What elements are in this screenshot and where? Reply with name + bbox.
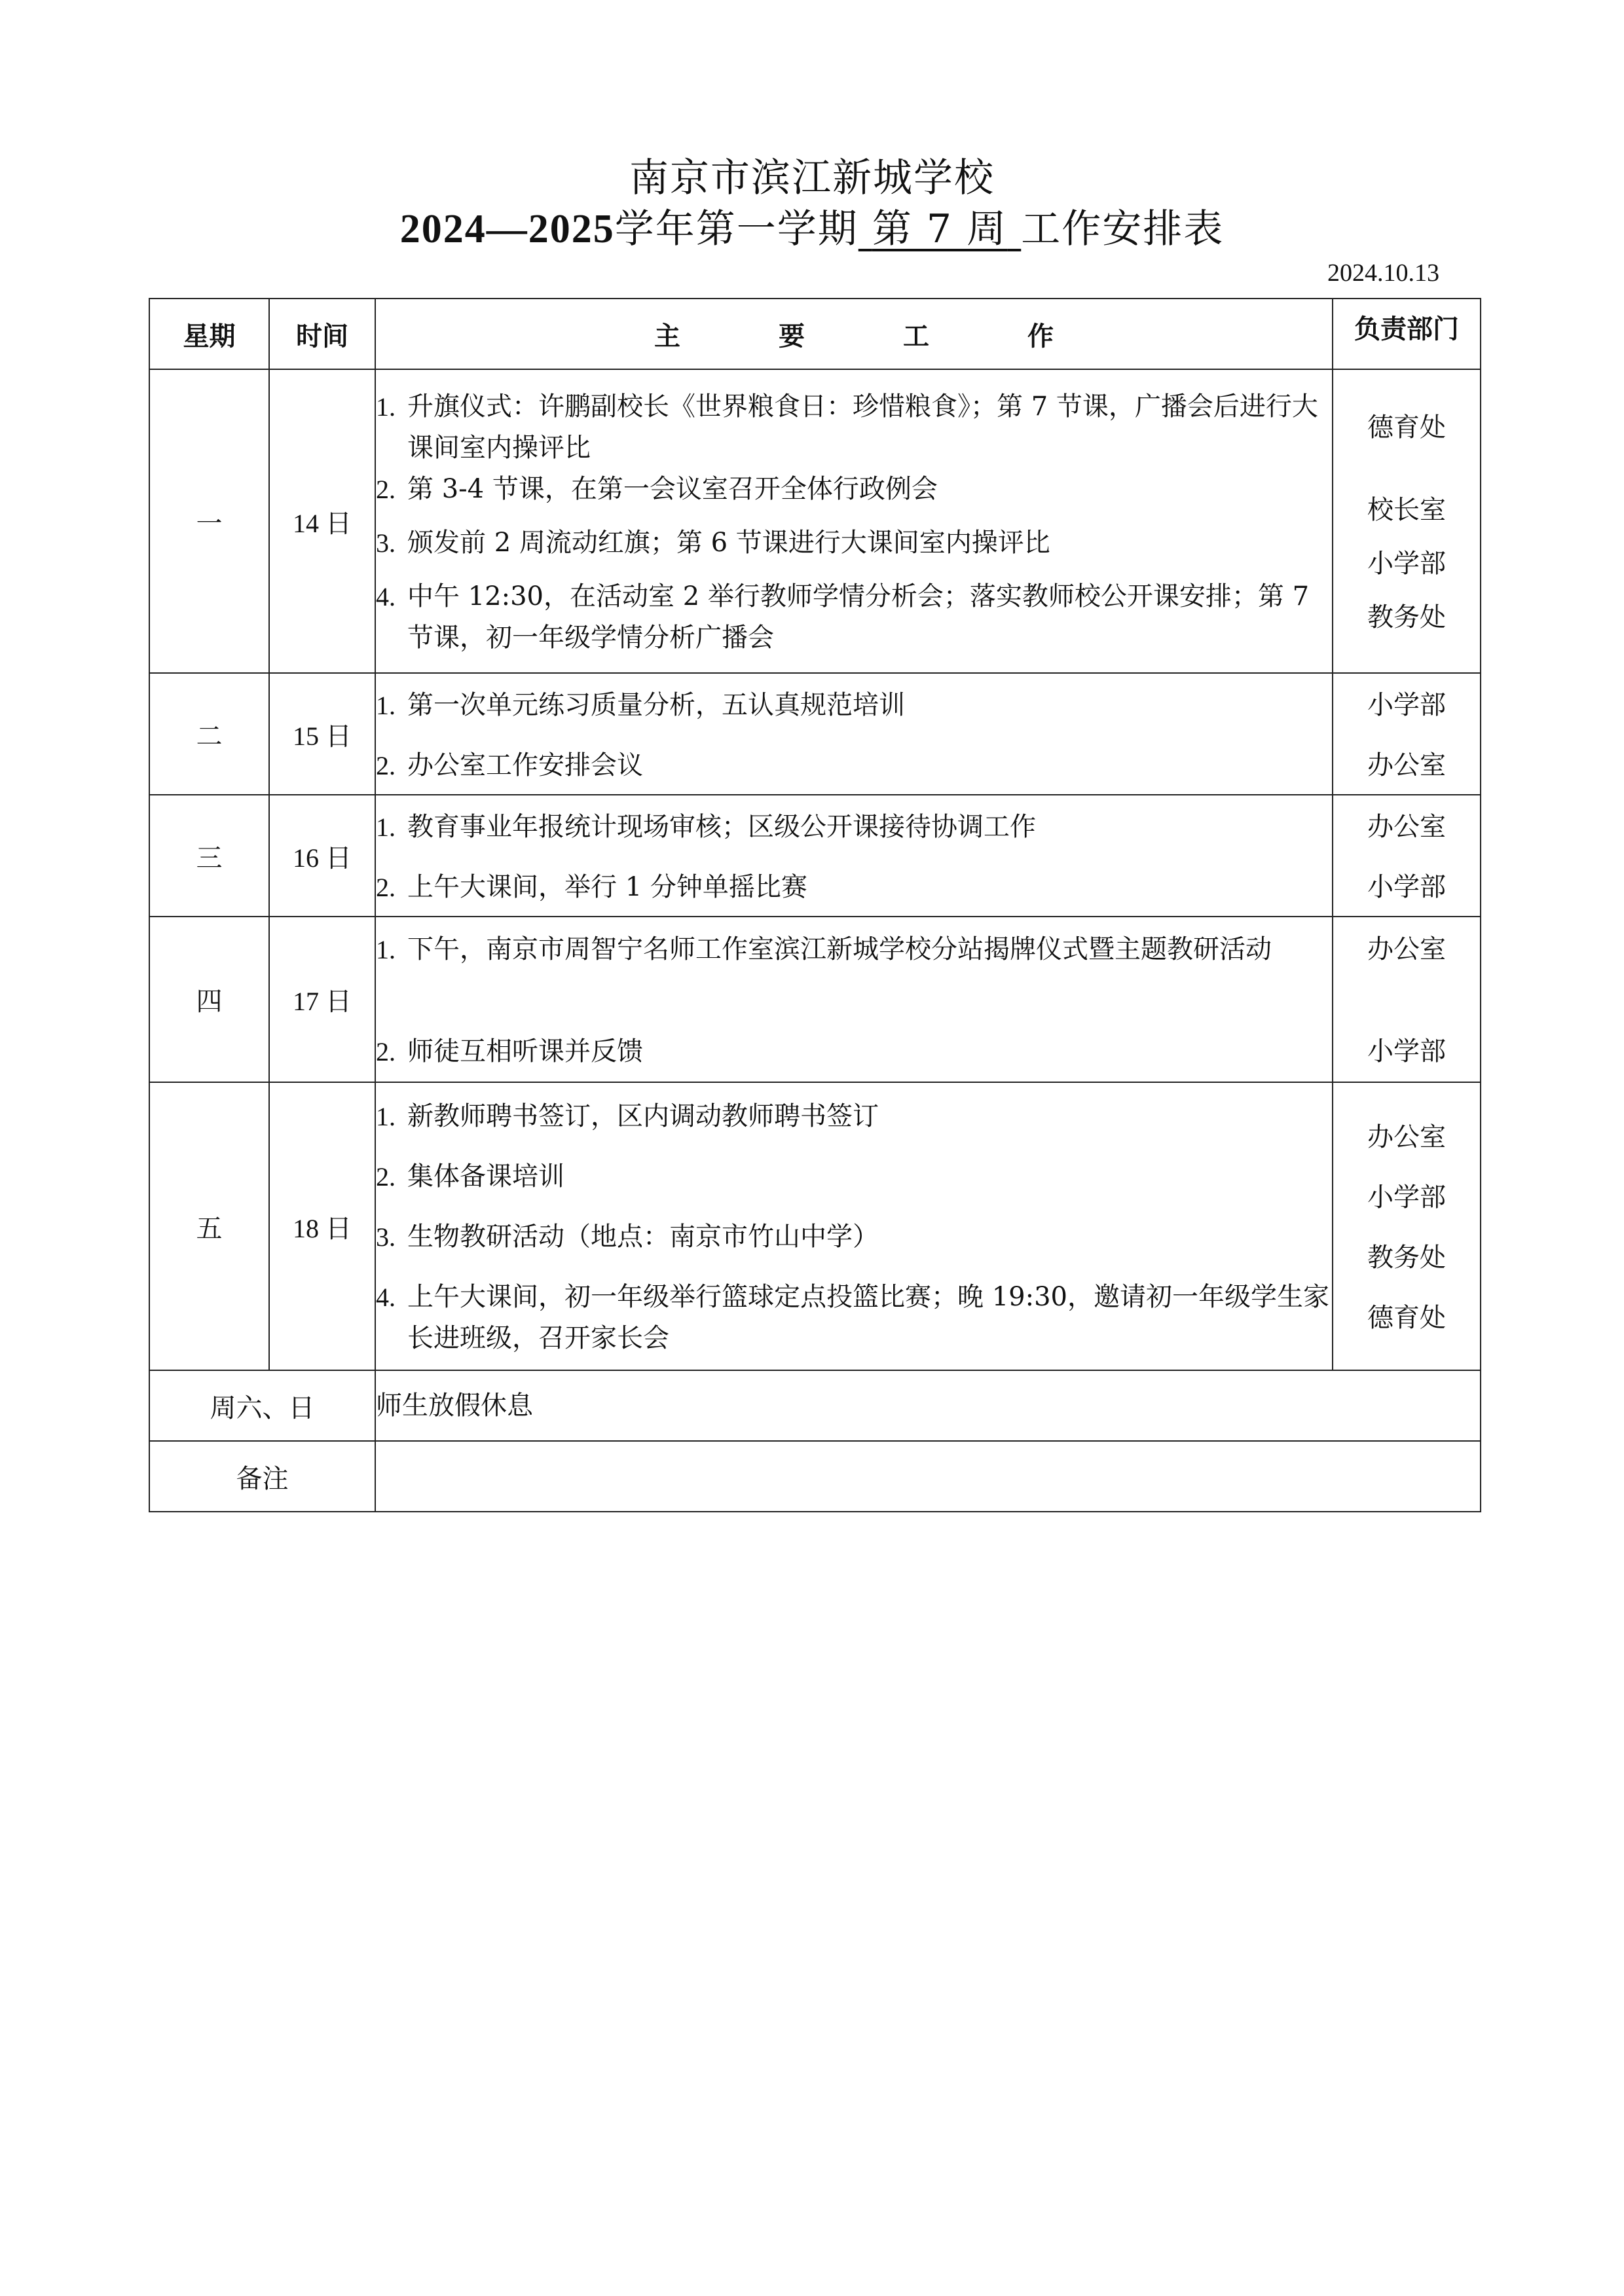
work-item: 2. 师徒互相听课并反馈 xyxy=(376,1036,643,1066)
header-dept: 负责部门 xyxy=(1333,299,1481,369)
dept-label: 德育处 xyxy=(1367,1302,1446,1333)
work-cell xyxy=(375,369,1333,673)
work-item: 4. 中午 12:30，在活动室 2 举行教师学情分析会；落实教师校公开课安排；第 7 节课，初一年级学情分析广播会 xyxy=(376,581,1310,653)
dept-label: 小学部 xyxy=(1367,871,1446,902)
title-suffix: 工作安排表 xyxy=(1021,206,1225,252)
schedule-title xyxy=(0,203,1624,255)
weekday-cell: 一 xyxy=(149,369,269,673)
work-item: 2. 办公室工作安排会议 xyxy=(376,750,643,780)
weekend-text: 师生放假休息 xyxy=(375,1370,1481,1441)
weekday-cell: 五 xyxy=(149,1082,269,1370)
remarks-content xyxy=(375,1441,1481,1512)
work-item: 2. 第 3-4 节课，在第一会议室召开全体行政例会 xyxy=(376,474,938,504)
work-cell xyxy=(375,795,1333,917)
term-label: 学年第一学期 xyxy=(614,206,858,252)
schedule-table xyxy=(149,298,1481,1512)
work-item: 1. 教育事业年报统计现场审核；区级公开课接待协调工作 xyxy=(376,811,1036,842)
dept-label: 德育处 xyxy=(1367,412,1446,443)
remarks-row xyxy=(149,1441,1481,1512)
dept-cell xyxy=(1333,673,1481,795)
remarks-label: 备注 xyxy=(149,1441,375,1512)
dept-cell xyxy=(1333,1082,1481,1370)
work-item: 1. 下午，南京市周智宁名师工作室滨江新城学校分站揭牌仪式暨主题教研活动 xyxy=(376,934,1272,964)
date-cell: 15 日 xyxy=(269,673,375,795)
dept-label: 小学部 xyxy=(1367,1182,1446,1212)
table-row xyxy=(149,795,1481,917)
date-cell: 16 日 xyxy=(269,795,375,917)
header-main-work: 主要工作 xyxy=(375,299,1333,369)
dept-label: 办公室 xyxy=(1367,750,1446,780)
header-time: 时间 xyxy=(269,299,375,369)
table-header-row xyxy=(149,299,1481,369)
work-item: 2. 上午大课间，举行 1 分钟单摇比赛 xyxy=(376,871,807,902)
header-weekday: 星期 xyxy=(149,299,269,369)
year-range: 2024—2025 xyxy=(399,207,615,251)
dept-label: 教务处 xyxy=(1367,602,1446,632)
work-item: 1. 新教师聘书签订，区内调动教师聘书签订 xyxy=(376,1101,879,1131)
work-item: 2. 集体备课培训 xyxy=(376,1161,564,1192)
date-cell: 17 日 xyxy=(269,917,375,1082)
dept-label: 校长室 xyxy=(1367,494,1446,525)
weekend-row xyxy=(149,1370,1481,1441)
dept-label: 小学部 xyxy=(1367,548,1446,579)
work-item: 1. 第一次单元练习质量分析，五认真规范培训 xyxy=(376,689,905,720)
date-cell: 18 日 xyxy=(269,1082,375,1370)
work-cell xyxy=(375,1082,1333,1370)
table-row xyxy=(149,369,1481,673)
dept-cell xyxy=(1333,917,1481,1082)
weekday-cell: 四 xyxy=(149,917,269,1082)
dept-cell xyxy=(1333,795,1481,917)
issue-date: 2024.10.13 xyxy=(1327,259,1439,287)
work-cell xyxy=(375,917,1333,1082)
dept-label: 小学部 xyxy=(1367,1036,1446,1066)
work-item: 3. 颁发前 2 周流动红旗；第 6 节课进行大课间室内操评比 xyxy=(376,528,1050,558)
dept-label: 办公室 xyxy=(1367,1121,1446,1152)
work-item: 4. 上午大课间，初一年级举行篮球定点投篮比赛；晚 19:30，邀请初一年级学生家长进班级，召开家长会 xyxy=(376,1282,1329,1353)
weekend-label: 周六、日 xyxy=(149,1370,375,1441)
weekday-cell: 三 xyxy=(149,795,269,917)
school-name: 南京市滨江新城学校 xyxy=(629,155,995,201)
dept-label: 办公室 xyxy=(1367,811,1446,842)
weekday-cell: 二 xyxy=(149,673,269,795)
table-row xyxy=(149,917,1481,1082)
dept-label: 办公室 xyxy=(1367,934,1446,964)
work-item: 1. 升旗仪式：许鹏副校长《世界粮食日：珍惜粮食》；第 7 节课，广播会后进行大课间室内操评比 xyxy=(376,392,1318,463)
table-row xyxy=(149,673,1481,795)
work-cell xyxy=(375,673,1333,795)
dept-cell xyxy=(1333,369,1481,673)
dept-label: 教务处 xyxy=(1367,1242,1446,1273)
date-cell: 14 日 xyxy=(269,369,375,673)
week-label: 第 7 周 xyxy=(872,206,1008,252)
dept-label: 小学部 xyxy=(1367,689,1446,720)
work-item: 3. 生物教研活动（地点：南京市竹山中学） xyxy=(376,1222,879,1252)
table-row xyxy=(149,1082,1481,1370)
